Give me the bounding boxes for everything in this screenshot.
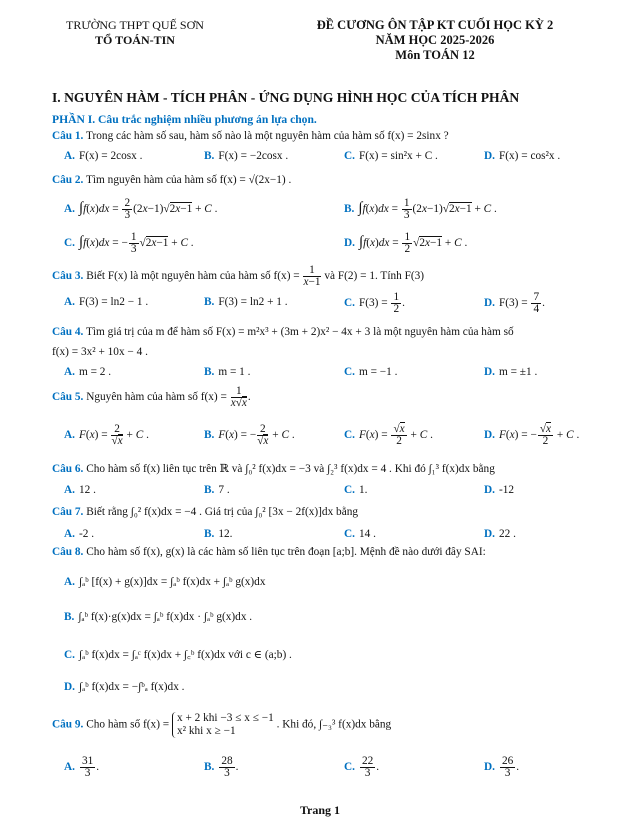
option-a: A. $\frac{31}{3}$ . <box>64 755 100 779</box>
piece-case-2: x² khi x ≥ −1 <box>176 725 236 737</box>
question-4 <box>52 326 612 338</box>
question-text: Tìm giá trị của m để hàm số F(x) = m²x³ + (3m + 2)x² − 4x + 3 là một nguyên hàm của hàm số <box>86 326 514 338</box>
question-text: Tìm nguyên hàm của hàm số f(x) = √(2x−1) . <box>86 174 292 186</box>
option-b: B. $\frac{28}{3}$ . <box>204 755 239 779</box>
option-b: B. 12. <box>204 528 233 540</box>
title-block <box>270 18 600 63</box>
option-a: A. F(x) = $\frac{2}{√x}$ + C . <box>64 423 149 447</box>
section-title: I. NGUYÊN HÀM - TÍCH PHÂN - ỨNG DỤNG HÌNH HỌC CỦA TÍCH PHÂN <box>52 90 520 105</box>
option-d: D. m = ±1 . <box>484 366 538 378</box>
question-text-part2: và F(2) = 1. Tính F(3) <box>324 270 425 283</box>
option-d: D. F(x) = − $\frac{√x}{2}$ + C . <box>484 423 580 447</box>
option-b: B. F(3) = ln2 + 1 . <box>204 296 288 308</box>
option-d: D. F(x) = cos²x . <box>484 150 561 162</box>
school-year: NĂM HỌC 2025-2026 <box>375 33 495 47</box>
option-b: B. 7 . <box>204 484 230 496</box>
page-number: Trang 1 <box>299 803 341 817</box>
question-3-options <box>52 291 612 318</box>
piecewise-function <box>172 712 274 738</box>
question-8-option-c <box>52 647 612 667</box>
option-c: C. $\frac{22}{3}$ . <box>344 755 380 779</box>
question-text: Biết rằng ∫₀² f(x)dx = −4 . Giá trị của ∫₀² [3x − 2f(x)]dx bằng <box>86 506 359 518</box>
option-a: A. 12 . <box>64 484 96 496</box>
question-7 <box>52 506 612 518</box>
option-d: D. ∫ₐᵇ f(x)dx = −∫ᵇₐ f(x)dx . <box>64 681 185 693</box>
piece-case-1: x + 2 khi −3 ≤ x ≤ −1 <box>176 712 274 724</box>
document-header <box>0 18 640 78</box>
question-8-option-b <box>52 611 612 631</box>
option-b: B. m = 1 . <box>204 366 251 378</box>
question-5: Câu 5. Nguyên hàm của hàm số f(x) = $\frac{1}{x√x}$ . <box>52 385 251 409</box>
option-c: C. F(3) = $\frac{1}{2}$ . <box>344 291 405 315</box>
school-name: TRƯỜNG THPT QUẾ SƠN <box>66 18 204 32</box>
question-text: Nguyên hàm của hàm số f(x) = <box>86 391 227 404</box>
question-4-line2 <box>52 346 612 358</box>
option-c: C. ∫f(x)dx = − $\frac{1}{3}$ √2x−1 + C . <box>64 231 194 255</box>
option-a: A. ∫f(x)dx = $\frac{2}{3}$ (2x−1)√2x−1 + C . <box>64 197 218 221</box>
question-6 <box>52 462 612 475</box>
question-8-option-d <box>52 681 612 701</box>
question-number: Câu 1. <box>52 130 84 142</box>
fraction-1-over-x-minus-1: $\frac{1}{x-1}$ <box>303 264 321 288</box>
option-a: A. -2 . <box>64 528 95 540</box>
question-text-part1: Cho hàm số f(x) = <box>86 718 170 731</box>
option-c: C. F(x) = sin²x + C . <box>344 150 438 162</box>
question-7-options <box>52 528 612 548</box>
question-text: Cho hàm số f(x) liên tục trên ℝ và ∫₀² f(x)dx = −3 và ∫₂³ f(x)dx = 4 . Khi đó ∫₁³ f(x)dx bằng <box>86 463 495 475</box>
option-c: C. 1. <box>344 484 368 496</box>
question-8 <box>52 546 612 558</box>
question-9 <box>52 712 612 746</box>
option-a: A. F(x) = 2cosx . <box>64 150 143 162</box>
question-text: Trong các hàm số sau, hàm số nào là một nguyên hàm của hàm số f(x) = 2sinx ? <box>86 130 449 142</box>
option-b: B. ∫f(x)dx = $\frac{1}{3}$ (2x−1)√2x−1 + C . <box>344 197 497 221</box>
option-c: C. 14 . <box>344 528 376 540</box>
option-a: A. ∫ₐᵇ [f(x) + g(x)]dx = ∫ₐᵇ f(x)dx + ∫ₐᵇ g(x)dx <box>64 576 266 588</box>
option-c: C. m = −1 . <box>344 366 398 378</box>
option-d: D. ∫f(x)dx = $\frac{1}{2}$ √2x−1 + C . <box>344 231 468 255</box>
question-5-options <box>52 424 612 454</box>
option-d: D. 22 . <box>484 528 516 540</box>
question-text-part2: . Khi đó, ∫₋₃³ f(x)dx bằng <box>276 718 392 731</box>
fraction-1-over-x-sqrt-x: $\frac{1}{x√x}$ <box>230 385 247 409</box>
question-text: f(x) = 3x² + 10x − 4 . <box>52 346 148 358</box>
option-b: B. F(x) = − $\frac{2}{√x}$ + C . <box>204 423 295 447</box>
question-2-options-cd <box>52 232 612 258</box>
question-4-options <box>52 366 612 386</box>
question-text-part1: Biết F(x) là một nguyên hàm của hàm số f(x) = <box>86 270 300 283</box>
question-number: Câu 8. <box>52 546 84 558</box>
option-a: A. F(3) = ln2 − 1 . <box>64 296 149 308</box>
question-2-options-ab <box>52 198 612 224</box>
option-b: B. F(x) = −2cosx . <box>204 150 289 162</box>
option-d: D. $\frac{26}{3}$ . <box>484 755 520 779</box>
option-c: C. ∫ₐᵇ f(x)dx = ∫ₐᶜ f(x)dx + ∫꜀ᵇ f(x)dx với c ∈ (a;b) . <box>64 649 292 661</box>
question-number: Câu 2. <box>52 174 84 186</box>
question-8-option-a <box>52 576 612 596</box>
question-1-options <box>52 150 612 170</box>
option-b: B. ∫ₐᵇ f(x)·g(x)dx = ∫ₐᵇ f(x)dx · ∫ₐᵇ g(x)dx . <box>64 611 253 623</box>
subject: Môn TOÁN 12 <box>395 48 475 62</box>
question-number: Câu 3. <box>52 270 84 283</box>
question-text: Cho hàm số f(x), g(x) là các hàm số liên tục trên đoạn [a;b]. Mệnh đề nào dưới đây SAI: <box>86 546 486 558</box>
question-number: Câu 5. <box>52 391 84 404</box>
question-number: Câu 6. <box>52 463 84 475</box>
question-1 <box>52 130 612 142</box>
question-6-options <box>52 484 612 504</box>
question-2 <box>52 174 612 186</box>
option-d: D. F(3) = $\frac{7}{4}$ . <box>484 291 545 315</box>
part-title: PHẦN I. Câu trắc nghiệm nhiều phương án lựa chọn. <box>52 113 317 126</box>
question-number: Câu 4. <box>52 326 84 338</box>
question-number: Câu 7. <box>52 506 84 518</box>
option-c: C. F(x) = $\frac{√x}{2}$ + C . <box>344 423 433 447</box>
option-a: A. m = 2 . <box>64 366 112 378</box>
question-9-options <box>52 756 612 782</box>
question-3 <box>52 265 612 288</box>
team-name: TỔ TOÁN-TIN <box>95 33 175 47</box>
option-d: D. -12 <box>484 484 515 496</box>
school-block <box>40 18 230 48</box>
question-number: Câu 9. <box>52 718 84 731</box>
document-title: ĐỀ CƯƠNG ÔN TẬP KT CUỐI HỌC KỲ 2 <box>316 18 554 32</box>
